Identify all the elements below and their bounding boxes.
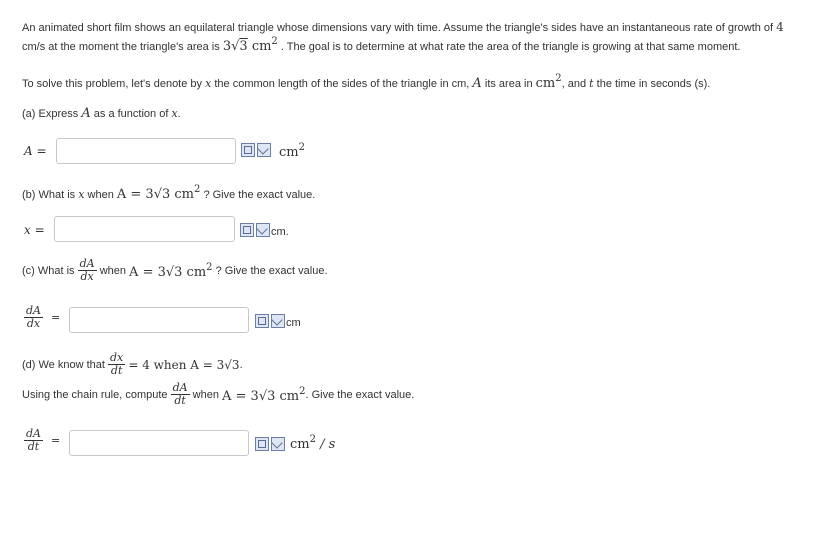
equation-editor-icon[interactable] xyxy=(255,314,269,328)
part-d-question xyxy=(22,352,243,377)
preview-icon[interactable] xyxy=(256,223,270,237)
part-d-label: (d) We know that xyxy=(22,358,105,371)
part-b-label: (b) What is xyxy=(22,189,76,201)
part-c-lhs-num: dA xyxy=(26,304,41,317)
part-b-eq-text: A = 3√3 cm xyxy=(116,187,195,202)
preview-icon[interactable] xyxy=(257,143,271,157)
intro-line-2 xyxy=(22,36,740,54)
part-c-end: ? Give the exact value. xyxy=(215,264,328,277)
part-d-lhs-den: dt xyxy=(27,440,40,453)
part-c-label: (c) What is xyxy=(22,264,75,277)
part-c-answer-input[interactable] xyxy=(69,307,249,333)
intro-area-unit: cm xyxy=(251,39,272,54)
part-d-lhs-frac xyxy=(24,428,43,453)
part-c-lhs-frac xyxy=(24,305,43,330)
part-d-unit xyxy=(290,434,335,452)
equation-editor-icon[interactable] xyxy=(241,143,255,157)
part-a-answer-input[interactable] xyxy=(56,138,236,164)
part-b-when: when xyxy=(87,189,114,201)
part-b-lhs: x = xyxy=(24,223,45,237)
part-a-var: A xyxy=(81,106,91,121)
part-d-equals: = xyxy=(51,434,61,447)
setup-line xyxy=(22,73,710,91)
part-b-answer-input[interactable] xyxy=(54,216,235,242)
part-c-frac-num: dA xyxy=(79,257,95,270)
part-d-answer-input[interactable] xyxy=(69,430,249,456)
setup-text-e: the time in seconds (s). xyxy=(596,78,711,90)
setup-text-b: the common length of the sides of the triangle in cm, xyxy=(214,78,470,90)
intro-area-coef: 3 xyxy=(222,39,232,54)
part-d-chain-frac xyxy=(171,382,190,407)
part-c-eq xyxy=(129,262,213,280)
intro-area-exp: 2 xyxy=(271,36,278,47)
part-b-question xyxy=(22,184,315,202)
setup-unit-exp: 2 xyxy=(555,73,562,84)
part-a-label: (a) Express xyxy=(22,108,79,120)
part-c-eq-text: A = 3√3 cm xyxy=(129,264,207,280)
part-b-tools xyxy=(240,223,270,239)
part-c-equals: = xyxy=(51,311,61,324)
preview-icon[interactable] xyxy=(271,437,285,451)
part-b-x: x xyxy=(78,188,85,201)
part-c-question xyxy=(22,258,328,283)
part-d-chain-label: Using the chain rule, compute xyxy=(22,388,168,401)
part-d-chain xyxy=(22,382,414,407)
part-a-end: . xyxy=(177,108,181,120)
part-d-chain-end: . Give the exact value. xyxy=(305,388,415,401)
part-d-unit-base: cm xyxy=(290,437,310,452)
part-b-end: ? Give the exact value. xyxy=(203,189,316,201)
part-d-end: . xyxy=(239,358,243,371)
intro-text-2b: . The goal is to determine at what rate the area of the triangle is growing at that same moment. xyxy=(280,41,741,53)
part-a-unit-exp: 2 xyxy=(298,142,305,153)
intro-area-rad: 3 xyxy=(239,39,248,54)
part-d-frac-den: dt xyxy=(110,364,123,377)
equation-editor-icon[interactable] xyxy=(240,223,254,237)
part-d-unit-exp: 2 xyxy=(309,434,316,445)
part-d-eq-text: A = 3√3 cm xyxy=(222,388,300,404)
equation-editor-icon[interactable] xyxy=(255,437,269,451)
part-d-lhs-num: dA xyxy=(26,427,41,440)
part-d-chain-den: dt xyxy=(174,394,186,407)
part-d-lhs xyxy=(24,428,60,453)
setup-unit xyxy=(535,73,562,91)
intro-line-1 xyxy=(22,20,784,34)
part-c-lhs-den: dx xyxy=(26,317,41,330)
part-a-unit-base: cm xyxy=(279,145,299,160)
setup-text-d: , and xyxy=(561,78,587,90)
intro-text-2a: cm/s at the moment the triangle's area is xyxy=(22,41,220,53)
part-c-lhs xyxy=(24,305,60,330)
part-c-when: when xyxy=(99,264,126,277)
part-d-frac xyxy=(108,352,125,377)
part-d-tools xyxy=(255,437,285,453)
intro-text-1: An animated short film shows an equilateral triangle whose dimensions vary with time. Assume the triangle's sides have an instantaneous rate of growth of xyxy=(22,22,774,34)
part-c-eq-exp: 2 xyxy=(206,261,213,273)
part-a-x: x xyxy=(171,107,178,120)
setup-var-A: A xyxy=(472,76,482,91)
part-d-rest: = 4 when A = 3√3 xyxy=(128,357,240,372)
part-b-unit: cm. xyxy=(271,226,289,238)
part-c-frac-den: dx xyxy=(80,270,94,283)
part-d-eq xyxy=(222,386,306,404)
setup-var-t: t xyxy=(589,77,594,90)
setup-unit-base: cm xyxy=(535,76,556,91)
part-a-lhs: A = xyxy=(24,144,47,158)
part-d-when: when xyxy=(192,388,219,401)
part-c-unit: cm xyxy=(286,317,301,329)
part-a-question xyxy=(22,106,181,121)
part-a-mid: as a function of xyxy=(93,108,169,120)
setup-text-a: To solve this problem, let's denote by xyxy=(22,78,203,90)
part-a-unit xyxy=(279,142,305,160)
part-c-frac xyxy=(78,258,97,283)
intro-rate: 4 xyxy=(776,20,784,34)
preview-icon[interactable] xyxy=(271,314,285,328)
part-b-eq-exp: 2 xyxy=(194,184,201,195)
part-a-tools xyxy=(241,143,271,159)
intro-area-expr: 3√3 $cm^2$ xyxy=(222,36,278,54)
part-d-unit-per: / s xyxy=(320,437,336,452)
setup-text-c: its area in xyxy=(484,78,533,90)
part-b-eq xyxy=(116,184,201,202)
part-d-frac-num: dx xyxy=(110,351,124,364)
part-d-chain-num: dA xyxy=(172,381,188,394)
setup-var-x: x xyxy=(205,77,212,90)
part-d-eq-exp: 2 xyxy=(299,385,306,397)
part-c-tools xyxy=(255,314,285,330)
